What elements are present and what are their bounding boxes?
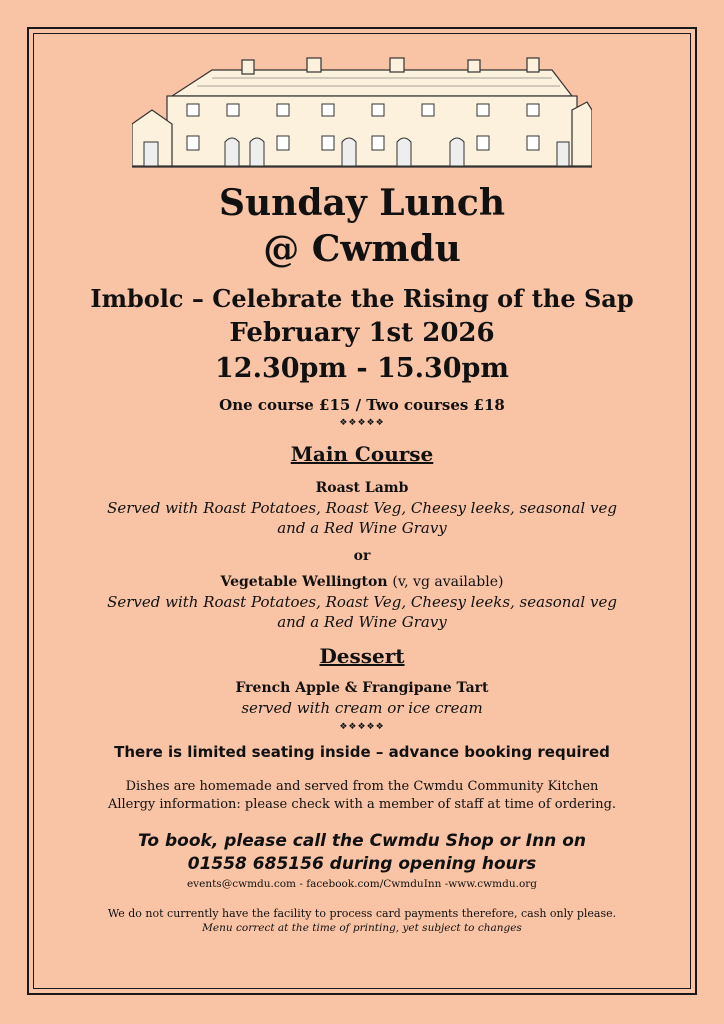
divider-ornament: ❖❖❖❖❖	[339, 418, 385, 428]
dish-wellington-desc-2: and a Red Wine Gravy	[277, 613, 447, 631]
dish-wellington-name: Vegetable Wellington	[220, 574, 388, 590]
dessert-heading: Dessert	[319, 644, 405, 668]
booking-line-2: 01558 685156 during opening hours	[187, 854, 537, 874]
title-line-2: @ Cwmdu	[263, 228, 461, 270]
dish-wellington-desc-1: Served with Roast Potatoes, Roast Veg, Cheesy leeks, seasonal veg	[107, 593, 617, 611]
payment-note: We do not currently have the facility to process card payments therefore, cash only please.	[107, 907, 617, 920]
title-line-1: Sunday Lunch	[218, 182, 506, 224]
cwmdu-building-illustration	[132, 54, 592, 172]
event-name: Imbolc – Celebrate the Rising of the Sap	[90, 284, 634, 313]
event-time: 12.30pm - 15.30pm	[215, 353, 509, 384]
dish-wellington-heading	[40, 572, 684, 592]
poster-content	[40, 40, 684, 935]
main-course-heading: Main Course	[290, 442, 434, 466]
or-separator: or	[353, 548, 371, 564]
event-date: February 1st 2026	[229, 318, 495, 348]
contact-links: events@cwmdu.com - facebook.com/CwmduInn -www.cwmdu.org	[186, 878, 538, 890]
dessert-name: French Apple & Frangipane Tart	[235, 680, 489, 696]
allergy-note: Allergy information: please check with a member of staff at time of ordering.	[107, 797, 617, 812]
dish-roast-lamb-desc-2: and a Red Wine Gravy	[277, 519, 447, 537]
dish-roast-lamb-name: Roast Lamb	[315, 480, 409, 496]
seating-notice: There is limited seating inside – advance booking required	[114, 743, 610, 761]
price-info: One course £15 / Two courses £18	[219, 396, 505, 414]
dish-wellington-tag: (v, vg available)	[392, 574, 504, 590]
dish-roast-lamb-desc-1: Served with Roast Potatoes, Roast Veg, Cheesy leeks, seasonal veg	[107, 499, 617, 517]
dessert-desc: served with cream or ice cream	[241, 699, 483, 717]
kitchen-note: Dishes are homemade and served from the Cwmdu Community Kitchen	[125, 779, 599, 794]
divider-ornament-2: ❖❖❖❖❖	[339, 722, 385, 732]
menu-disclaimer: Menu correct at the time of printing, yet subject to changes	[202, 922, 522, 934]
booking-line-1: To book, please call the Cwmdu Shop or Inn on	[138, 831, 586, 851]
